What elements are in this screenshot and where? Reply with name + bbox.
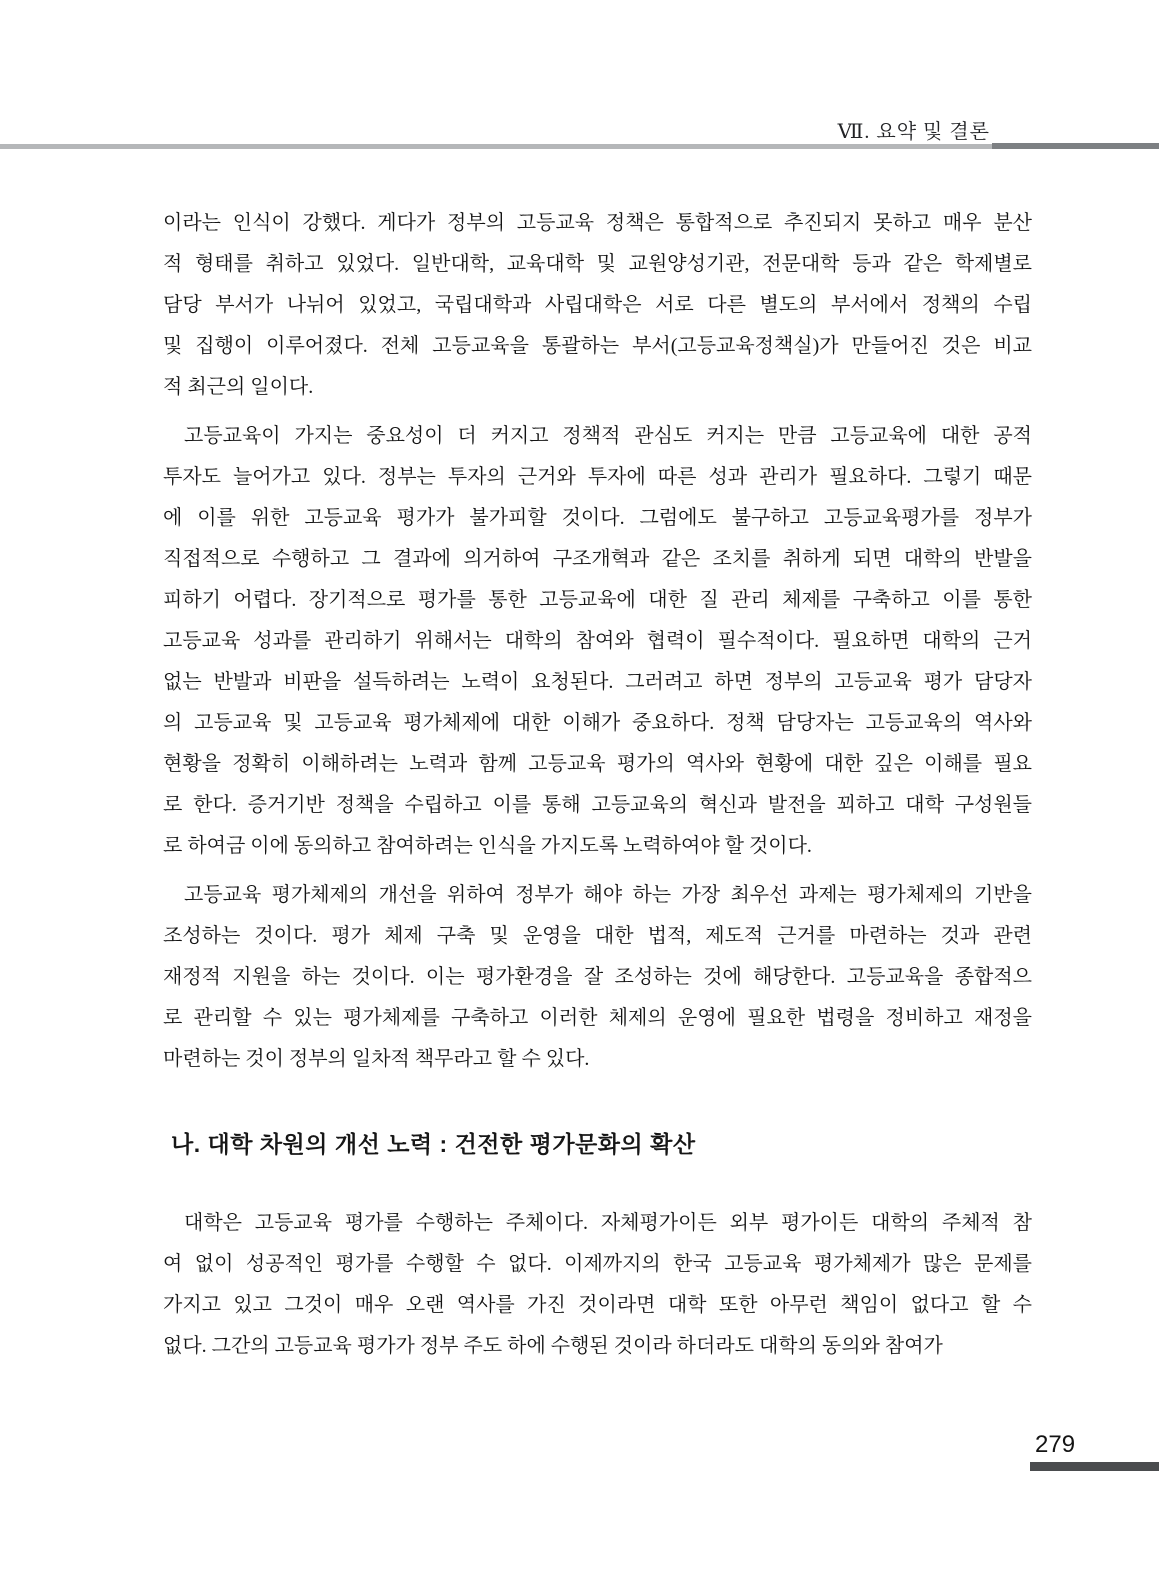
text-line: 재정적 지원을 하는 것이다. 이는 평가환경을 잘 조성하는 것에 해당한다. 고등교육을 종합적으: [163, 966, 1032, 988]
text-line: 마련하는 것이 정부의 일차적 책무라고 할 수 있다.: [163, 1048, 590, 1070]
text-line: 담당 부서가 나뉘어 있었고, 국립대학과 사립대학은 서로 다른 별도의 부서에서 정책의 수립: [163, 294, 1032, 316]
text-line: 대학은 고등교육 평가를 수행하는 주체이다. 자체평가이든 외부 평가이든 대학의 주체적 참: [184, 1212, 1032, 1234]
section-heading: 나. 대학 차원의 개선 노력 : 건전한 평가문화의 확산: [171, 1131, 696, 1157]
text-line: 여 없이 성공적인 평가를 수행할 수 없다. 이제까지의 한국 고등교육 평가체제가 많은 문제를: [163, 1253, 1032, 1275]
text-line: 의 고등교육 및 고등교육 평가체제에 대한 이해가 중요하다. 정책 담당자는 고등교육의 역사와: [163, 712, 1032, 734]
header-rule-light-segment: [0, 144, 992, 149]
text-line: 고등교육 평가체제의 개선을 위하여 정부가 해야 하는 가장 최우선 과제는 평가체제의 기반을: [184, 884, 1032, 906]
text-line: 고등교육이 가지는 중요성이 더 커지고 정책적 관심도 커지는 만큼 고등교육에 대한 공적: [184, 425, 1032, 447]
footer-bar: [1030, 1462, 1159, 1471]
text-line: 적 최근의 일이다.: [163, 376, 314, 398]
text-line: 적 형태를 취하고 있었다. 일반대학, 교육대학 및 교원양성기관, 전문대학 등과 같은 학제별로: [163, 253, 1032, 275]
text-line: 로 하여금 이에 동의하고 참여하려는 인식을 가지도록 노력하여야 할 것이다.: [163, 835, 812, 857]
body-text: [163, 203, 1032, 1375]
text-line: 피하기 어렵다. 장기적으로 평가를 통한 고등교육에 대한 질 관리 체제를 구축하고 이를 통한: [163, 589, 1032, 611]
text-line: 투자도 늘어가고 있다. 정부는 투자의 근거와 투자에 따른 성과 관리가 필요하다. 그렇기 때문: [163, 466, 1032, 488]
text-line: 이라는 인식이 강했다. 게다가 정부의 고등교육 정책은 통합적으로 추진되지 못하고 매우 분산: [163, 212, 1032, 234]
text-line: 현황을 정확히 이해하려는 노력과 함께 고등교육 평가의 역사와 현황에 대한 깊은 이해를 필요: [163, 753, 1032, 775]
header-rule-dark-segment: [992, 143, 1159, 149]
paragraph: [163, 416, 1032, 867]
page-number: 279: [1035, 1431, 1076, 1458]
paragraph: [163, 1203, 1032, 1367]
text-line: 없다. 그간의 고등교육 평가가 정부 주도 하에 수행된 것이라 하더라도 대학의 동의와 참여가: [163, 1335, 943, 1357]
text-line: 고등교육 성과를 관리하기 위해서는 대학의 참여와 협력이 필수적이다. 필요하면 대학의 근거: [163, 630, 1032, 652]
running-head: Ⅶ. 요약 및 결론: [837, 121, 990, 143]
paragraph: [163, 203, 1032, 408]
paragraph: [163, 875, 1032, 1080]
text-line: 직접적으로 수행하고 그 결과에 의거하여 구조개혁과 같은 조치를 취하게 되면 대학의 반발을: [163, 548, 1032, 570]
text-line: 가지고 있고 그것이 매우 오랜 역사를 가진 것이라면 대학 또한 아무런 책임이 없다고 할 수: [163, 1294, 1032, 1316]
text-line: 로 한다. 증거기반 정책을 수립하고 이를 통해 고등교육의 혁신과 발전을 꾀하고 대학 구성원들: [163, 794, 1032, 816]
header-rule: [0, 143, 1159, 149]
text-line: 및 집행이 이루어졌다. 전체 고등교육을 통괄하는 부서(고등교육정책실)가 만들어진 것은 비교: [163, 335, 1032, 357]
text-line: 없는 반발과 비판을 설득하려는 노력이 요청된다. 그러려고 하면 정부의 고등교육 평가 담당자: [163, 671, 1032, 693]
text-line: 에 이를 위한 고등교육 평가가 불가피할 것이다. 그럼에도 불구하고 고등교육평가를 정부가: [163, 507, 1032, 529]
text-line: 조성하는 것이다. 평가 체제 구축 및 운영을 대한 법적, 제도적 근거를 마련하는 것과 관련: [163, 925, 1032, 947]
text-line: 로 관리할 수 있는 평가체제를 구축하고 이러한 체제의 운영에 필요한 법령을 정비하고 재정을: [163, 1007, 1032, 1029]
